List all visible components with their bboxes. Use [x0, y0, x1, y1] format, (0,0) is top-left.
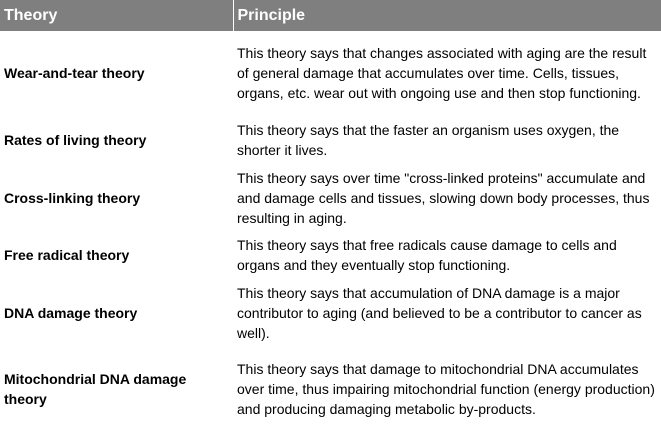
table-row [0, 230, 661, 280]
table-row [0, 345, 661, 433]
theory-cell: DNA damage theory [0, 280, 233, 345]
theory-cell: Free radical theory [0, 230, 233, 280]
principle-cell: This theory says that accumulation of DNA damage is a major contributor to aging (and believed to be a contributor to cancer as well). [233, 280, 661, 345]
theory-cell: Rates of living theory [0, 115, 233, 165]
principle-cell: This theory says that damage to mitochondrial DNA accumulates over time, thus impairing mitochondrial function (energy production) and producing damaging metabolic by-products. [233, 345, 661, 433]
column-header-principle: Principle [233, 0, 661, 31]
table-header-row [0, 0, 661, 31]
theory-cell: Mitochondrial DNA damage theory [0, 345, 233, 433]
principle-cell: This theory says over time "cross-linked proteins" accumulate and and damage cells and tissues, slowing down body processes, thus resulting in aging. [233, 165, 661, 230]
table-row [0, 165, 661, 230]
principle-cell: This theory says that free radicals cause damage to cells and organs and they eventually stop functioning. [233, 230, 661, 280]
theory-cell: Wear-and-tear theory [0, 31, 233, 115]
table-row [0, 31, 661, 115]
principle-cell: This theory says that changes associated with aging are the result of general damage that accumulates over time. Cells, tissues, organs, etc. wear out with ongoing use and then stop functioning. [233, 31, 661, 115]
column-header-theory: Theory [0, 0, 233, 31]
principle-cell: This theory says that the faster an organism uses oxygen, the shorter it lives. [233, 115, 661, 165]
theory-cell: Cross-linking theory [0, 165, 233, 230]
table-row [0, 115, 661, 165]
table-row [0, 280, 661, 345]
